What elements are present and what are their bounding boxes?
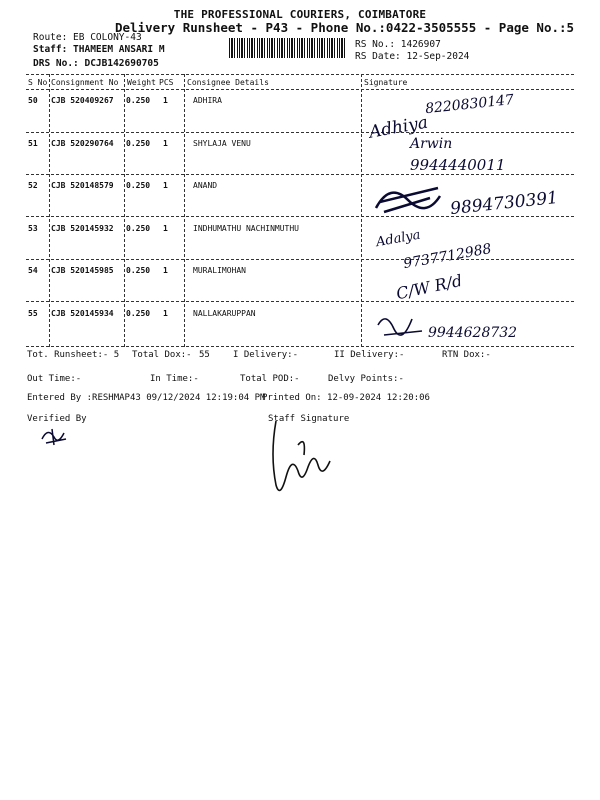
consignment-number: CJB 520409267 bbox=[51, 96, 114, 105]
handwritten-phone: 9944440011 bbox=[410, 156, 506, 174]
consignment-number: CJB 520145934 bbox=[51, 309, 114, 318]
handwritten-signature bbox=[365, 86, 565, 143]
barcode bbox=[229, 38, 346, 58]
weight: 0.250 bbox=[126, 181, 151, 190]
printed-on: Printed On: 12-09-2024 12:20:06 bbox=[262, 393, 430, 403]
column-header: Consignment No bbox=[51, 78, 119, 87]
serial-number: 54 bbox=[28, 266, 38, 275]
pieces: 1 bbox=[163, 224, 168, 233]
total-pod: Total POD:- bbox=[240, 374, 300, 384]
staff-label: Staff: THAMEEM ANSARI M bbox=[33, 44, 165, 55]
weight: 0.250 bbox=[126, 266, 151, 275]
consignment-number: CJB 520145932 bbox=[51, 224, 114, 233]
weight: 0.250 bbox=[126, 224, 151, 233]
column-header: Consignee Details bbox=[187, 78, 269, 87]
weight: 0.250 bbox=[126, 139, 151, 148]
serial-number: 50 bbox=[28, 96, 38, 105]
handwritten-name: Adalya bbox=[374, 227, 422, 251]
consignment-number: CJB 520290764 bbox=[51, 139, 114, 148]
table-top-rule bbox=[26, 74, 574, 75]
handwritten-phone: 9737712988 bbox=[402, 241, 493, 273]
first-delivery: I Delivery:- bbox=[233, 350, 299, 360]
drs-number: DRS No.: DCJB142690705 bbox=[33, 58, 159, 69]
consignee-name: INDHUMATHU NACHINMUTHU bbox=[193, 224, 299, 233]
handwritten-signature bbox=[392, 262, 502, 302]
rs-date: RS Date: 12-Sep-2024 bbox=[355, 51, 470, 62]
serial-number: 55 bbox=[28, 309, 38, 318]
serial-number: 53 bbox=[28, 224, 38, 233]
handwritten-signature bbox=[372, 305, 562, 349]
signature-scribble bbox=[378, 319, 422, 335]
handwritten-name: Arwin bbox=[410, 136, 453, 152]
weight: 0.250 bbox=[126, 309, 151, 318]
pieces: 1 bbox=[163, 309, 168, 318]
weight: 0.250 bbox=[126, 96, 151, 105]
delivery-points: Delvy Points:- bbox=[328, 374, 404, 384]
pieces: 1 bbox=[163, 139, 168, 148]
handwritten-phone: 8220830147 bbox=[424, 91, 515, 118]
serial-number: 52 bbox=[28, 181, 38, 190]
serial-number: 51 bbox=[28, 139, 38, 148]
pieces: 1 bbox=[163, 96, 168, 105]
handwritten-signature bbox=[372, 218, 552, 273]
column-header: Weight bbox=[127, 78, 156, 87]
company-name: THE PROFESSIONAL COURIERS, COIMBATORE bbox=[173, 8, 427, 21]
return-dox: RTN Dox:- bbox=[442, 350, 491, 360]
column-header: Signature bbox=[364, 78, 408, 87]
handwritten-phone: 9894730391 bbox=[449, 187, 559, 220]
total-dox-value: 55 bbox=[199, 350, 210, 360]
handwritten-phone: 9944628732 bbox=[428, 325, 518, 341]
column-header: S No bbox=[28, 78, 48, 87]
staff-signature-mark bbox=[262, 415, 352, 505]
second-delivery: II Delivery:- bbox=[334, 350, 405, 360]
out-time: Out Time:- bbox=[27, 374, 82, 384]
verifier-initial-mark bbox=[38, 425, 70, 447]
consignee-name: SHYLAJA VENU bbox=[193, 139, 251, 148]
signature-scribble bbox=[376, 188, 440, 212]
entered-by: Entered By :RESHMAP43 09/12/2024 12:19:04 PM bbox=[27, 393, 266, 403]
consignee-name: ADHIRA bbox=[193, 96, 222, 105]
pieces: 1 bbox=[163, 181, 168, 190]
rs-number: RS No.: 1426907 bbox=[355, 39, 441, 50]
runsheet-title: Delivery Runsheet - P43 - Phone No.:0422-3505555 - Page No.:5 bbox=[115, 20, 575, 35]
handwritten-note: C/W R/d bbox=[394, 270, 464, 304]
pieces: 1 bbox=[163, 266, 168, 275]
verified-by-label: Verified By bbox=[27, 414, 87, 424]
in-time: In Time:- bbox=[150, 374, 199, 384]
route-label: Route: EB COLONY-43 bbox=[33, 32, 142, 43]
consignee-name: ANAND bbox=[193, 181, 218, 190]
consignee-name: MURALIMOHAN bbox=[193, 266, 246, 275]
staff-signature-label: Staff Signature bbox=[268, 414, 350, 424]
total-dox-label: Total Dox:- bbox=[132, 350, 192, 360]
consignment-number: CJB 520145985 bbox=[51, 266, 114, 275]
handwritten-signature bbox=[390, 130, 560, 176]
handwritten-name: Adhiya bbox=[367, 112, 430, 143]
consignee-name: NALLAKARUPPAN bbox=[193, 309, 256, 318]
consignment-number: CJB 520148579 bbox=[51, 181, 114, 190]
column-header: PCS bbox=[159, 78, 174, 87]
total-runsheet: Tot. Runsheet:- 5 bbox=[27, 350, 120, 360]
handwritten-signature bbox=[370, 178, 570, 218]
